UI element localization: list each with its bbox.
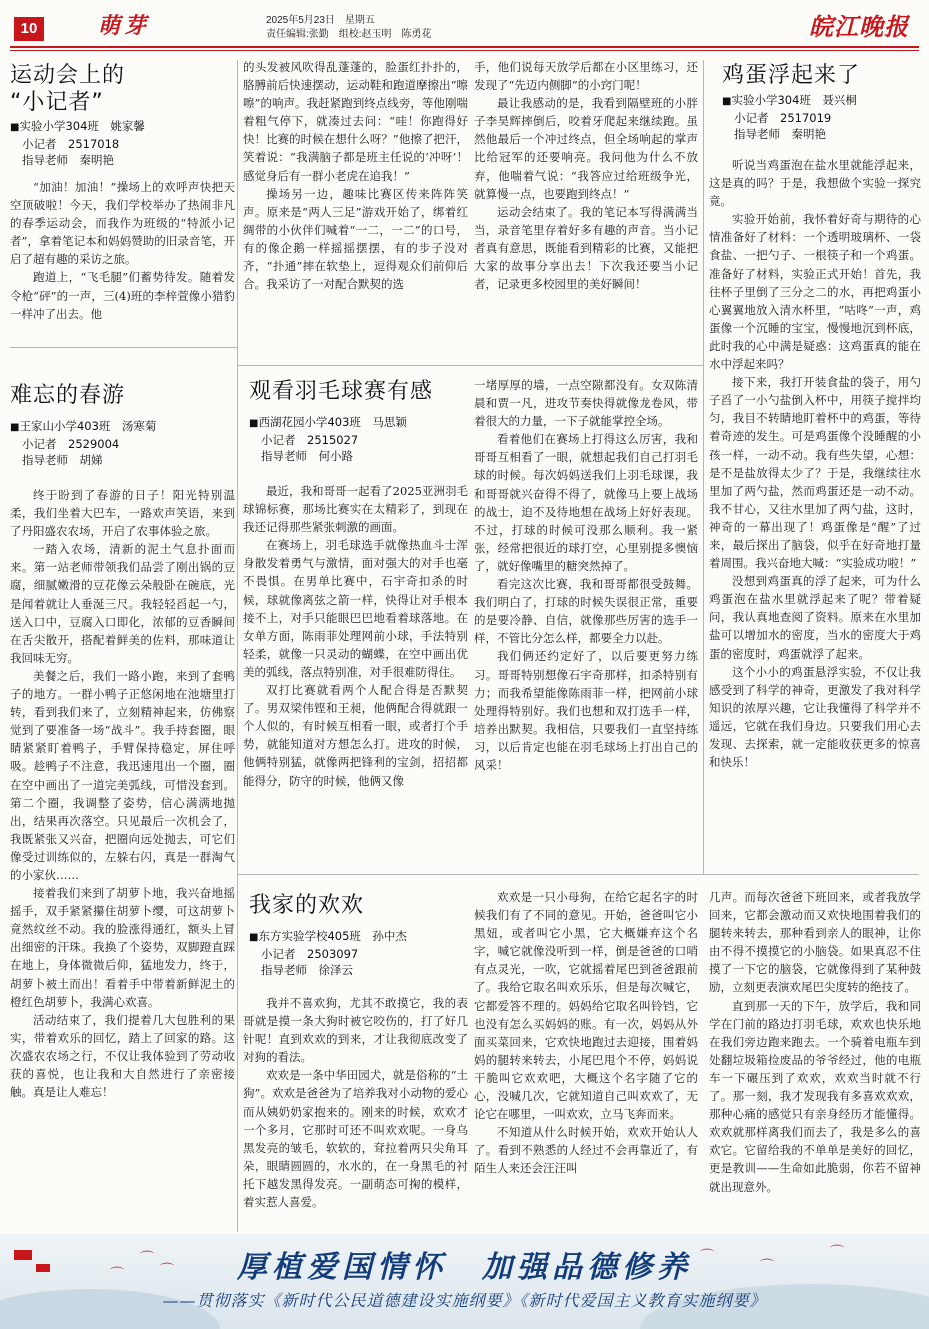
square-bullet-icon: ■ [722,96,732,107]
bird-icon: ⌒ [830,1245,844,1261]
bird-icon: ⌒ [160,1263,174,1279]
author: 王家山小学403班 汤寒菊 [19,419,157,433]
bird-icon: ⌒ [700,1249,714,1265]
bird-icon: ⌒ [760,1259,774,1275]
paragraph: 在赛场上，羽毛球选手就像热血斗士浑身散发着勇气与激情，面对强大的对手也毫不畏惧。在男单比赛中，石宇奇扣杀的时候，球就像离弦之箭一样，快得让对手根本接不上，对手只能眼巴巴地看着球落地。在女单方面，陈雨菲处理网前小球，手法特别轻柔，就像一只灵动的蝴蝶，在空中画出优美的弧线，落点特别准，对手很难防得住。 [243,538,468,679]
title-line: 运动会上的 [10,63,126,88]
article-body [474,888,698,1230]
article-body [709,156,921,868]
byline [722,92,922,142]
banner-slogan: 厚植爱国情怀 加强品德修养 [237,1250,692,1285]
reporter-id: 小记者 2515027 [261,433,359,447]
article-body [709,888,921,1230]
paragraph: “加油！加油！”操场上的欢呼声快把天空顶破啦！今天，我们学校举办了热闹非凡的春季运动会，而我作为班级的“特派小记者”，拿着笔记本和妈妈赞助的旧录音笔，开启了超有趣的采访之旅。 [10,180,235,267]
paragraph: 这个小小的鸡蛋悬浮实验，不仅让我感受到了科学的神奇，更激发了我对科学知识的浓厚兴趣，它让我懂得了科学并不遥远，它就在我们身边。只要我们用心去发现、去探索，就一定能收获更多的惊喜和快乐！ [709,664,921,770]
reporter-id: 小记者 2529004 [22,437,120,451]
square-bullet-icon: ■ [249,932,259,943]
bird-icon: ⌒ [140,1251,154,1267]
paragraph: 不知道从什么时候开始，欢欢开始认人了。看到不熟悉的人经过不会再靠近了，有陌生人来还会汪汪叫 [474,1125,698,1176]
paragraph: 跑道上，“飞毛腿”们蓄势待发。随着发令枪“砰”的一声，三(4)班的李梓萱像小猎豹一样冲了出去。他 [10,270,235,321]
header-rule [10,46,919,48]
banner-subtitle: ——贯彻落实《新时代公民道德建设实施纲要》《新时代爱国主义教育实施纲要》 [162,1291,767,1310]
square-bullet-icon: ■ [10,122,20,133]
section-divider [238,874,919,875]
byline [10,418,235,468]
paragraph: 美餐之后，我们一路小跑，来到了套鸭子的地方。一群小鸭子正悠闲地在池塘里打转，看到我们来了，立刻精神起来，仿佛察觉到了要准备一场“战斗”。我手持套圈，眼睛紧紧盯着鸭子，手臂保持稳定，屏住呼吸。趁鸭子不注意，我迅速甩出一个圈，圈在空中画出了一道完美弧线，可惜没套到。第二个圈，我调整了姿势，信心满满地抛出，结果再次落空。只见最后一次机会了，我既紧张又兴奋，把圈向远处抛去，可它们像受过训练似的，左躲右闪，真是一群淘气的小家伙…… [10,668,235,882]
instructor: 指导老师 秦明艳 [22,153,114,167]
section-name: 萌芽 [98,13,151,39]
reporter-id: 小记者 2517018 [22,137,120,151]
section-divider [238,365,703,366]
instructor: 指导老师 徐泽云 [261,963,353,977]
instructor: 指导老师 何小路 [261,449,353,463]
paragraph: 我并不喜欢狗，尤其不敢摸它，我的表哥就是摸一条大狗时被它咬伤的，打了好几针呢！直到欢欢的到来，才让我彻底改变了对狗的看法。 [243,996,468,1065]
paragraph: 最近，我和哥哥一起看了2025亚洲羽毛球锦标赛，那场比赛实在太精彩了，到现在我还记得那些紧张刺激的画面。 [243,484,468,535]
column-divider [703,60,704,874]
bird-icon: ⌒ [110,1267,124,1283]
byline [249,414,469,464]
paragraph: 欢欢是一条中华田园犬，就是俗称的“土狗”。欢欢是爸爸为了培养我对小动物的爱心而从姨奶奶家抱来的。刚来的时候，欢欢才一个多月，它那时可还不叫欢欢呢。一身乌黑发亮的皱毛，软软的，耷拉着两只尖角耳朵，眼睛圆圆的，水水的，在一身黑毛的衬托下越发黑得发亮。一副萌态可掬的模样，着实惹人喜爱。 [243,1068,468,1210]
article-body [243,482,468,870]
article-title: 观看羽毛球赛有感 [249,379,434,404]
author: 东方实验学校405班 孙中杰 [258,929,407,943]
byline [249,928,469,978]
byline [10,118,235,168]
page-number: 10 [14,17,44,41]
paragraph: 没想到鸡蛋真的浮了起来，可为什么鸡蛋泡在盐水里就浮起来了呢？带着疑问，我认真地查阅了资料。原来在水里加盐可以增加水的密度，当水的密度大于鸡蛋的密度时，鸡蛋就浮了起来。 [709,574,921,661]
paragraph: 一堵厚厚的墙，一点空隙都没有。女双陈清晨和贾一凡，进攻节奏快得就像龙卷风，带着很大的力量，一下子就能掌控全场。 [474,378,698,429]
column-divider [237,60,238,1232]
paragraph: 双打比赛就看两个人配合得是否默契了。男双梁伟铿和王昶，他俩配合得就跟一个人似的，有时候互相看一眼，或者打个手势，就能知道对方想怎么打。进攻的时候，他俩特别猛，就像两把锋利的宝剑，招招都能得分，防守的时候，他俩又像 [243,683,468,788]
article-body [10,178,235,344]
paragraph: 终于盼到了春游的日子！阳光特别温柔，我们坐着大巴车，一路欢声笑语，来到了丹阳盛农农场，开启了农事体验之旅。 [10,488,235,539]
paragraph: 一踏入农场，清新的泥土气息扑面而来。第一站老师带领我们品尝了刚出锅的豆腐，细腻嫩滑的豆花像云朵般卧在碗底，光是闻着就让人垂涎三尺。我轻轻舀起一勺，送入口中，豆腐入口即化，浓郁的豆香瞬间在舌尖散开，搭配着鲜美的佐料，那味道让我回味无穷。 [10,542,235,665]
article-body [474,376,698,870]
paragraph: 直到那一天的下午，放学后，我和同学在门前的路边打羽毛球，欢欢也快乐地在我们旁边跑来跑去。一个骑着电瓶车到处翻垃圾箱捡废品的爷爷经过，他的电瓶车一下碾压到了欢欢，欢欢当时就不行了。那一刻，我才发现我有多喜欢欢欢，那种心痛的感觉只有亲身经历才能懂得。欢欢就那样离我们而去了，我是多么的喜欢它。它留给我的不单单是美好的回忆，更是教训——生命如此脆弱，你若不留神就出现意外。 [709,998,921,1194]
paragraph: 实验开始前，我怀着好奇与期待的心情准备好了材料：一个透明玻璃杯、一袋食盐、一把勺子、一根筷子和一个鸡蛋。准备好了材料，实验正式开始！首先，我往杯子里倒了三分之二的水，再把鸡蛋小心翼翼地放入清水杯里，“咕咚”一声，鸡蛋像一个沉睡的宝宝，慢慢地沉到杯底，此时我的心中满是疑惑：这鸡蛋真的能在水中浮起来吗？ [709,212,921,372]
paragraph: 接下来，我打开装食盐的袋子，用勺子舀了一小勺盐倒入杯中，用筷子搅拌均匀，我目不转睛地盯着杯中的鸡蛋，等待着奇迹的发生。可是鸡蛋像个没睡醒的小孩一样，一动不动。我有些失望，心想：是不是盐放得太少了？于是，我继续往水里加了两勺盐，然而鸡蛋还是一动不动。我不甘心，又往水里加了两勺盐，这时，神奇的一幕出现了！鸡蛋像是“醒”了过来，最后探出了脑袋，似乎在好奇地打量着周围。我兴奋地大喊：“实验成功啦！” [709,375,921,571]
author: 西湖花园小学403班 马思颖 [258,415,407,429]
paragraph: 接着我们来到了胡萝卜地，我兴奋地摇摇手，双手紧紧攥住胡萝卜缨，可这胡萝卜竟然纹丝不动。我的脸涨得通红，额头上冒出细密的汗珠。我换了个姿势，双脚蹬直踩在地上，身体微微后仰，猛地发力，终于，胡萝卜被土而出！看着手中带着新鲜泥土的橙红色胡萝卜，我满心欢喜。 [10,886,235,1009]
article-body [10,486,235,1230]
reporter-id: 小记者 2503097 [261,947,359,961]
paragraph: 运动会结束了。我的笔记本写得满满当当，录音笔里存着好多有趣的声音。当小记者真有意思，既能看到精彩的比赛，又能把大家的故事分享出去！下次我还要当小记者，记录更多校园里的美好瞬间！ [474,204,698,292]
editors-line: 责任编辑:张勤 组校:赵玉明 陈勇花 [266,29,432,40]
article-title [10,62,235,116]
instructor: 指导老师 秦明艳 [734,127,826,141]
issue-date: 2025年5月23日 星期五 [266,15,375,26]
square-bullet-icon: ■ [249,418,259,429]
section-divider [10,347,237,348]
public-service-banner [0,1234,929,1329]
article-title: 我家的欢欢 [249,893,365,918]
article-body [243,994,468,1230]
article-body [243,58,468,360]
paragraph: 手，他们说每天放学后都在小区里练习，还发现了“先迈内侧脚”的小窍门呢！ [474,60,698,93]
paragraph: 看着他们在赛场上打得这么厉害，我和哥哥互相看了一眼，就想起我们自己打羽毛球的时候。每次妈妈送我们上羽毛球课，我和哥哥就兴奋得不得了，就像马上要上战场的战士，迫不及待地想在战场上好好表现。不过，打球的时候可没那么顺利。我一紧张，经常把很近的球打空，心里别提多懊恼了，就好像嘴里的糖突然掉了。 [474,432,698,573]
square-bullet-icon: ■ [10,422,20,433]
header-rule-thin [10,50,919,51]
instructor: 指导老师 胡娣 [22,453,103,467]
article-title: 难忘的春游 [10,383,126,408]
paragraph: 的头发被风吹得乱蓬蓬的，脸蛋红扑扑的，胳膊前后快速摆动，运动鞋和跑道摩擦出“嚓嚓”的响声。我赶紧跑到终点线旁，等他刚喘着粗气停下，就凑过去问：“哇！你跑得好快！比赛的时候在想什么呀？”他擦了把汗，笑着说：“我满脑子都是班主任说的‘冲呀’！感觉身后有一群小老虎在追我！” [243,60,468,183]
paragraph: 我们俩还约定好了，以后要更努力练习。哥哥特别想像石宇奇那样，扣杀特别有力；而我希望能像陈雨菲一样，把网前小球处理得特别好。我们也想和双打选手一样，培养出默契。我相信，只要我们一直坚持练习，以后肯定也能在羽毛球场上打出自己的风采！ [474,649,698,772]
article-title: 鸡蛋浮起来了 [722,63,861,88]
newspaper-logo: 皖江晚报 [809,12,909,41]
article-body [474,58,698,360]
paragraph: 操场另一边，趣味比赛区传来阵阵笑声。原来是“两人三足”游戏开始了，绑着红绸带的小伙伴们喊着“一二，一二”的口号，有的像企鹅一样摇摇摆摆，有的步子没对齐，“扑通”摔在软垫上，逗得观众们前仰后合。我采访了一对配合默契的选 [243,186,468,292]
paragraph: 几声。而每次爸爸下班回来，或者我放学回来，它都会激动而又欢快地围着我们的腿转来转去，那种看到亲人的眼神，让你由不得不摸摸它的小脑袋。如果真忍不住摸了一下它的脑袋，它就像得到了某种鼓励，立刻更表演欢尾巴尖度转的绝技了。 [709,890,921,995]
paragraph: 看完这次比赛，我和哥哥都很受鼓舞。我们明白了，打球的时候失误很正常，重要的是要冷静、自信，就像那些厉害的选手一样，不管比分怎么样，都要全力以赴。 [474,577,698,646]
paragraph: 最让我感动的是，我看到隔壁班的小胖子李昊辉摔倒后，咬着牙爬起来继续跑。虽然他最后一个冲过终点，但全场响起的掌声比给冠军的还要响亮。我问他为什么不放弃，他喘着气说：“我答应过给班级争光，就算慢一点，也要跑到终点！” [474,96,698,201]
reporter-id: 小记者 2517019 [734,111,832,125]
paragraph: 听说当鸡蛋泡在盐水里就能浮起来，这是真的吗？于是，我想做个实验一探究竟。 [709,158,921,209]
author: 实验小学304班 聂兴桐 [731,93,857,107]
paragraph: 活动结束了，我们提着几大包胜利的果实，带着欢乐的回忆，踏上了回家的路。这次盛农农场之行，不仅让我体验到了劳动收获的喜悦，也让我和大自然进行了亲密接触。真是让人难忘！ [10,1012,235,1100]
author: 实验小学304班 姚家馨 [19,119,145,133]
title-line: “小记者” [10,90,104,115]
paragraph: 欢欢是一只小母狗，在给它起名字的时候我们有了不同的意见。开始，爸爸叫它小黑妞，或者叫它小黑，它大概嫌弃这个名字，喊它就像没听到一样，倒是爸爸的口哨有点灵光，一吹，它就摇着尾巴到爸爸跟前了。我给它取名叫欢乐乐，但是每次喊它，它都爱答不理的。妈妈给它取名叫铃铛，它也没有怎么买妈妈的账。有一次，妈妈从外面买菜回来，它欢快地跑过去迎接，围着妈妈的腿转来转去，小尾巴甩个不停，妈妈说干脆叫它欢欢吧，大概这个名字随了它的心，没喊几次，它就知道自己叫欢欢了，无论它在哪里，一叫欢欢，立马飞奔而来。 [474,890,698,1122]
